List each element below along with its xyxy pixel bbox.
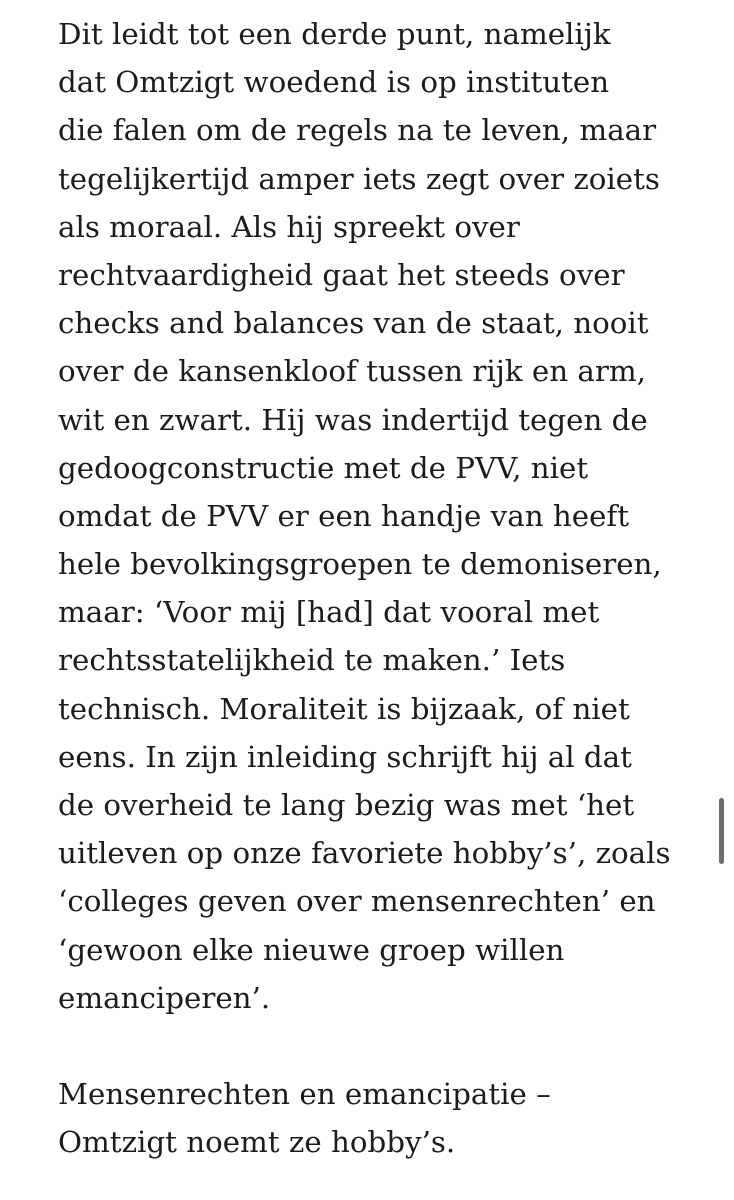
text-line: gedoogconstructie met de PVV, niet	[58, 450, 589, 485]
text-line: als moraal. Als hij spreekt over	[58, 209, 520, 244]
text-line: Mensenrechten en emancipatie –	[58, 1077, 551, 1112]
text-line: omdat de PVV er een handje van heeft	[58, 498, 630, 533]
text-line: uitleven op onze favoriete hobby’s’, zoals	[58, 836, 671, 871]
text-line: dat Omtzigt woedend is op instituten	[58, 65, 610, 100]
text-line: wit en zwart. Hij was indertijd tegen de	[58, 402, 648, 437]
text-line: tegelijkertijd amper iets zegt over zoiets	[58, 161, 660, 196]
text-line: die falen om de regels na te leven, maar	[58, 113, 657, 148]
text-line: ‘colleges geven over mensenrechten’ en	[58, 884, 656, 919]
text-line: checks and balances van de staat, nooit	[58, 306, 649, 341]
text-line: Omtzigt noemt ze hobby’s.	[58, 1125, 456, 1160]
paragraph-1	[58, 10, 698, 1022]
text-line: rechtvaardigheid gaat het steeds over	[58, 257, 625, 292]
text-line: eens. In zijn inleiding schrijft hij al dat	[58, 739, 632, 774]
vertical-scrollbar[interactable]	[719, 798, 724, 864]
text-line: emanciperen’.	[58, 980, 271, 1015]
article-text	[58, 10, 698, 1167]
text-line: ‘gewoon elke nieuwe groep willen	[58, 932, 565, 967]
text-line: over de kansenkloof tussen rijk en arm,	[58, 354, 646, 389]
text-line: hele bevolkingsgroepen te demoniseren,	[58, 547, 662, 582]
text-line: Dit leidt tot een derde punt, namelijk	[58, 17, 611, 51]
text-line: rechtsstatelijkheid te maken.’ Iets	[58, 643, 566, 678]
text-line: maar: ‘Voor mij [had] dat vooral met	[58, 595, 600, 630]
paragraph-spacer	[58, 1022, 698, 1070]
text-line: de overheid te lang bezig was met ‘het	[58, 788, 635, 822]
paragraph-2	[58, 1070, 698, 1166]
text-line: technisch. Moraliteit is bijzaak, of niet	[58, 691, 630, 726]
